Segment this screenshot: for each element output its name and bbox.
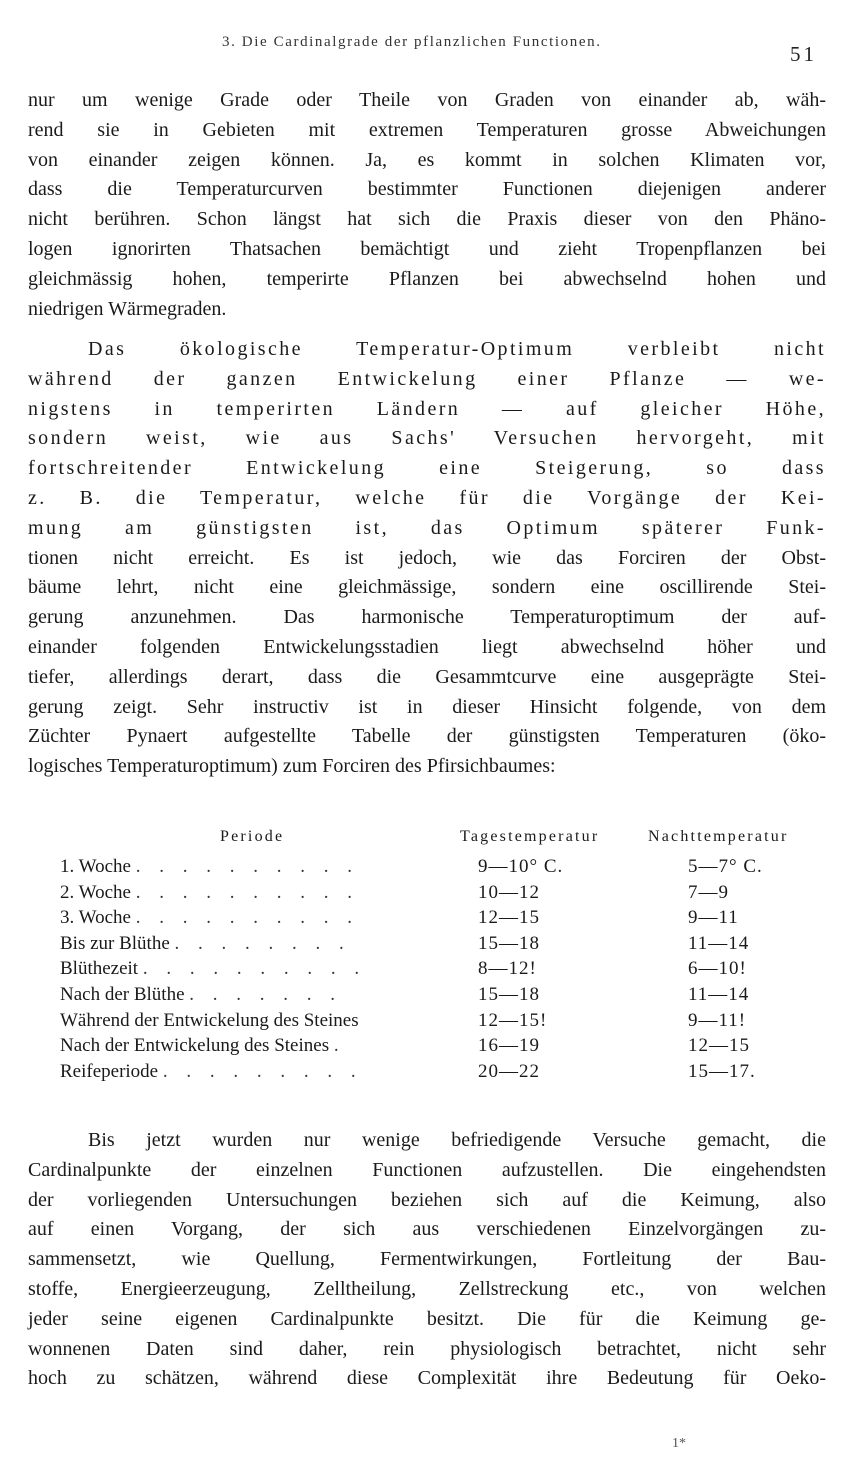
text-line: nicht berühren. Schon längst hat sich die Praxis dieser von den Phäno- <box>28 208 826 231</box>
text-line: niedrigen Wärmegraden. <box>28 297 227 320</box>
column-header-night-temperature: Nachttemperatur <box>648 828 789 845</box>
day-temperature-cell: 9—10° C. <box>478 856 564 877</box>
text-line: tiefer, allerdings derart, dass die Gesammtcurve eine ausgeprägte Stei- <box>28 665 826 688</box>
table-row <box>60 856 830 882</box>
period-cell: Reifeperiode <box>60 1060 159 1082</box>
table-row <box>60 1010 830 1036</box>
text-line: Das ökologische Temperatur-Optimum verbleibt nicht <box>88 338 826 360</box>
text-line: der vorliegenden Untersuchungen beziehen sich auf die Keimung, also <box>28 1188 826 1211</box>
period-cell: Nach der Entwickelung des Steines <box>60 1035 330 1057</box>
leader-dots: . . . . . . . . . . <box>142 958 367 980</box>
day-temperature-cell: 15—18 <box>478 932 540 954</box>
day-temperature-cell: 12—15! <box>478 1009 548 1031</box>
leader-dots: . <box>333 1035 346 1057</box>
night-temperature-cell: 6—10! <box>688 958 747 980</box>
night-temperature-cell: 9—11 <box>688 907 739 929</box>
column-header-period: Periode <box>220 828 285 845</box>
text-line: stoffe, Energieerzeugung, Zelltheilung, Zellstreckung etc., von welchen <box>28 1277 826 1300</box>
night-temperature-cell: 12—15 <box>688 1035 750 1057</box>
text-line: auf einen Vorgang, der sich aus verschiedenen Einzelvorgängen zu- <box>28 1218 826 1241</box>
text-line: jeder seine eigenen Cardinalpunkte besitzt. Die für die Keimung ge- <box>28 1307 826 1330</box>
table-row <box>60 933 830 959</box>
text-line: Cardinalpunkte der einzelnen Functionen aufzustellen. Die eingehendsten <box>28 1158 826 1181</box>
period-cell: Nach der Blüthe <box>60 983 185 1005</box>
text-line: sondern weist, wie aus Sachs' Versuchen hervorgeht, mit <box>28 427 826 450</box>
period-cell: 3. Woche <box>60 907 131 929</box>
leader-dots: . . . . . . . . <box>174 932 351 954</box>
text-line: bäume lehrt, nicht eine gleichmässige, sondern eine oscillirende Stei- <box>28 576 826 599</box>
text-line: von einander zeigen können. Ja, es kommt in solchen Klimaten vor, <box>28 148 826 171</box>
period-cell: 2. Woche <box>60 881 131 903</box>
text-line: während der ganzen Entwickelung einer Pflanze — we- <box>28 367 826 390</box>
leader-dots: . . . . . . . . . . <box>135 856 359 877</box>
text-line: Züchter Pynaert aufgestellte Tabelle der günstigsten Temperaturen (öko- <box>28 725 826 748</box>
table-row <box>60 907 830 933</box>
table-row <box>60 984 830 1010</box>
leader-dots: . . . . . . . . . . <box>135 881 359 903</box>
night-temperature-cell: 11—14 <box>688 983 750 1005</box>
text-line: Bis jetzt wurden nur wenige befriedigende Versuche gemacht, die <box>88 1129 826 1151</box>
table-row <box>60 882 830 908</box>
leader-dots: . . . . . . . . . <box>162 1060 363 1082</box>
period-cell: Blüthezeit <box>60 958 139 980</box>
night-temperature-cell: 15—17. <box>688 1060 756 1082</box>
text-line: dass die Temperaturcurven bestimmter Functionen diejenigen anderer <box>28 178 826 201</box>
paragraph-3 <box>28 1126 826 1394</box>
column-header-day-temperature: Tagestemperatur <box>460 828 600 845</box>
day-temperature-cell: 12—15 <box>478 907 540 929</box>
table-header <box>60 828 830 856</box>
period-cell: Bis zur Blüthe <box>60 932 170 954</box>
text-line: gerung anzunehmen. Das harmonische Temperaturoptimum der auf- <box>28 606 826 629</box>
day-temperature-cell: 15—18 <box>478 983 540 1005</box>
text-line: wonnenen Daten sind daher, rein physiologisch betrachtet, nicht sehr <box>28 1337 826 1360</box>
day-temperature-cell: 16—19 <box>478 1035 540 1057</box>
table-row <box>60 1035 830 1061</box>
text-line: hoch zu schätzen, während diese Complexität ihre Bedeutung für Oeko- <box>28 1367 826 1390</box>
text-line: logisches Temperaturoptimum) zum Forciren des Pfirsichbaumes: <box>28 755 556 778</box>
text-line: mung am günstigsten ist, das Optimum späterer Funk- <box>28 516 826 539</box>
period-cell: 1. Woche <box>60 856 131 877</box>
night-temperature-cell: 7—9 <box>688 881 729 903</box>
text-line: z. B. die Temperatur, welche für die Vorgänge der Kei- <box>28 486 826 509</box>
day-temperature-cell: 8—12! <box>478 958 537 980</box>
table-row <box>60 958 830 984</box>
period-cell: Während der Entwickelung des Steines <box>60 1009 359 1031</box>
text-line: gerung zeigt. Sehr instructiv ist in dieser Hinsicht folgende, von dem <box>28 695 826 718</box>
temperature-table <box>60 828 830 1086</box>
text-line: einander folgenden Entwickelungsstadien liegt abwechselnd höher und <box>28 635 826 658</box>
text-line: sammensetzt, wie Quellung, Fermentwirkungen, Fortleitung der Bau- <box>28 1248 826 1271</box>
text-line: rend sie in Gebieten mit extremen Temperaturen grosse Abweichungen <box>28 118 826 141</box>
text-line: nur um wenige Grade oder Theile von Graden von einander ab, wäh- <box>28 89 826 111</box>
night-temperature-cell: 11—14 <box>688 932 750 954</box>
day-temperature-cell: 10—12 <box>478 881 540 903</box>
paragraph-2 <box>28 335 826 782</box>
leader-dots: . . . . . . . . . . <box>135 907 359 929</box>
running-header <box>0 34 850 64</box>
running-head-title: 3. Die Cardinalgrade der pflanzlichen Functionen. <box>222 34 602 50</box>
signature-mark: 1* <box>672 1436 686 1451</box>
paragraph-1 <box>28 86 826 324</box>
text-line: gleichmässig hohen, temperirte Pflanzen bei abwechselnd hohen und <box>28 267 826 290</box>
leader-dots: . . . . . . . <box>189 983 343 1005</box>
text-line: tionen nicht erreicht. Es ist jedoch, wie das Forciren der Obst- <box>28 546 826 569</box>
day-temperature-cell: 20—22 <box>478 1060 540 1082</box>
text-line: logen ignorirten Thatsachen bemächtigt und zieht Tropenpflanzen bei <box>28 237 826 260</box>
night-temperature-cell: 5—7° C. <box>688 856 763 877</box>
page-number: 51 <box>790 42 817 66</box>
text-line: fortschreitender Entwickelung eine Steigerung, so dass <box>28 457 826 480</box>
night-temperature-cell: 9—11! <box>688 1009 747 1031</box>
table-row <box>60 1061 830 1087</box>
text-line: nigstens in temperirten Ländern — auf gleicher Höhe, <box>28 397 826 420</box>
